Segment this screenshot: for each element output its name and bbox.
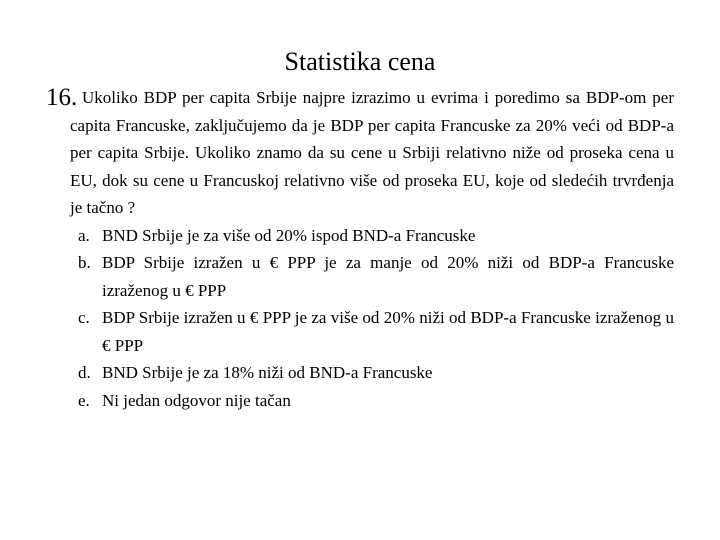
option-text: Ni jedan odgovor nije tačan (102, 390, 291, 410)
slide-title: Statistika cena (284, 47, 436, 76)
option-letter: b. (78, 253, 91, 272)
answer-option-e (78, 387, 674, 415)
answer-option-a (78, 222, 674, 250)
question-block (46, 84, 674, 414)
answer-option-b (78, 249, 674, 304)
option-letter: a. (78, 225, 90, 245)
option-text: BND Srbije je za 18% niži od BND-a Francuske (102, 363, 433, 382)
answer-options (78, 222, 674, 415)
answer-option-c (78, 304, 674, 359)
option-letter: d. (78, 363, 91, 382)
option-text: BND Srbije je za više od 20% ispod BND-a Francuske (102, 225, 476, 245)
question-text: Ukoliko BDP per capita Srbije najpre izrazimo u evrima i poredimo sa BDP-om per capita Francuske, zaključujemo da je BDP per capita Francuske za 20% veći od BDP-a per capita Srbije. Ukoliko znamo da su cene u Srbiji relativno niže od proseka cena u EU, dok su cene u Francuskoj relativno više od proseka EU, koje od sledećih trvrđenja je tačno ? (70, 88, 674, 217)
option-text: BDP Srbije izražen u € PPP je za manje od 20% niži od BDP-a Francuske izraženog u € PPP (102, 253, 674, 300)
question-number: 16. (46, 84, 78, 111)
answer-option-d (78, 359, 674, 387)
option-text: BDP Srbije izražen u € PPP je za više od 20% niži od BDP-a Francuske izraženog u € PPP (102, 308, 674, 355)
option-letter: e. (78, 390, 90, 410)
option-letter: c. (78, 308, 90, 327)
